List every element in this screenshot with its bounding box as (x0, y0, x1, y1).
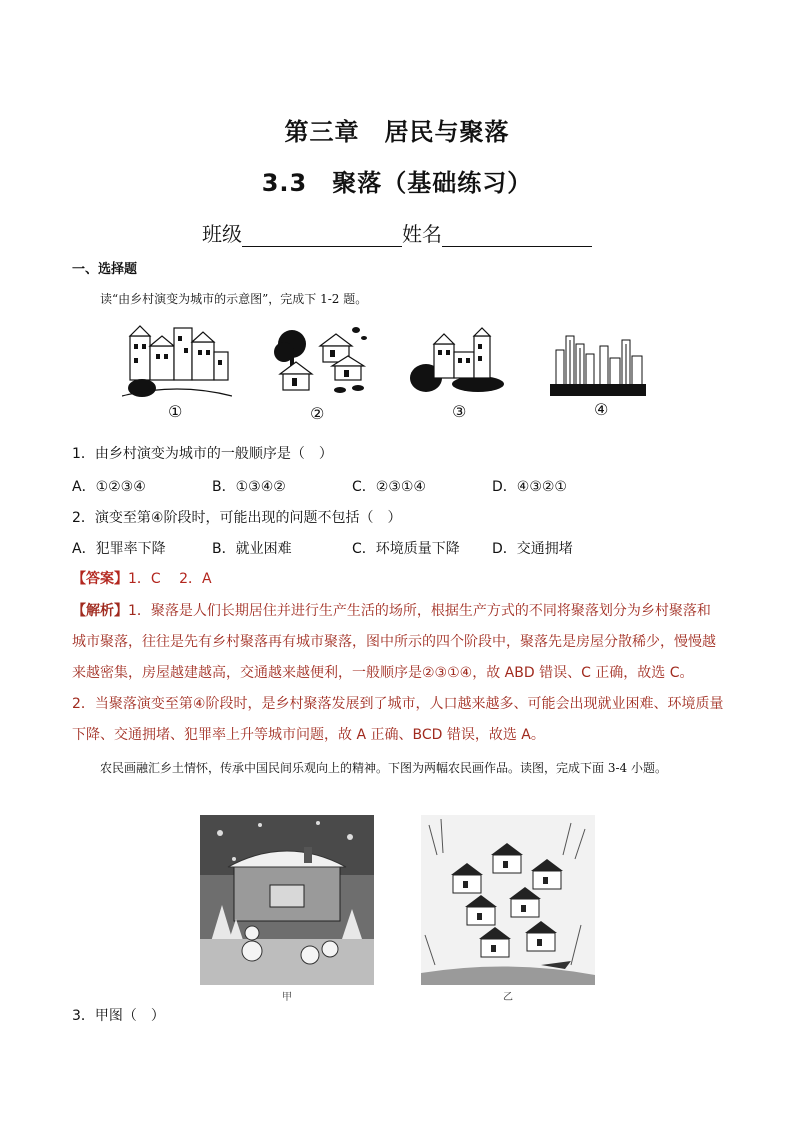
section-heading: 一、选择题 (72, 262, 138, 277)
stage-3-label: ③ (452, 402, 467, 421)
q1-option-c[interactable]: C．②③①④ (352, 479, 426, 495)
question-2-stem: 2．演变至第④阶段时，可能出现的问题不包括（ ） (72, 510, 402, 526)
analysis-2: 2．当聚落演变至第④阶段时，是乡村聚落发展到了城市，人口越来越多、可能会出现就业困难、环境质量下降、交通拥堵、犯罪率上升等城市问题，故 A 正确、BCD 错误，故选 A。 (72, 696, 724, 743)
stage-1-illustration (122, 318, 232, 400)
question-1-stem: 1．由乡村演变为城市的一般顺序是（ ） (72, 446, 333, 462)
stage-2-label: ② (310, 404, 325, 423)
question-intro: 读“由乡村演变为城市的示意图”，完成下 1-2 题。 (100, 292, 368, 306)
part2-intro: 农民画融汇乡土情怀，传承中国民间乐观向上的精神。下图为两幅农民画作品。读图，完成下面 3-4 小题。 (100, 761, 667, 775)
section-title: 3.3 聚落（基础练习） (261, 169, 533, 197)
stage-4-label: ④ (594, 400, 609, 419)
answer-text: 1．C 2．A (128, 571, 212, 587)
q2-option-b[interactable]: B．就业困难 (212, 541, 292, 557)
caption-a: 甲 (282, 992, 292, 1003)
class-name-line (0, 218, 794, 247)
stage-3-illustration (408, 326, 508, 400)
stage-4-illustration (550, 328, 646, 398)
answer-label: 【答案】 (72, 571, 128, 587)
q1-option-b[interactable]: B．①③④② (212, 479, 286, 495)
q1-option-a[interactable]: A．①②③④ (72, 479, 146, 495)
stage-2-illustration (270, 318, 380, 400)
analysis-label: 【解析】 (72, 603, 128, 619)
answer-line (72, 569, 212, 589)
village-to-city-figure (122, 318, 642, 430)
name-label: 姓名 (402, 222, 442, 246)
name-blank[interactable] (442, 224, 592, 247)
class-blank[interactable] (242, 224, 402, 247)
peasant-painting-b (421, 815, 595, 985)
analysis-1-text: 1．聚落是人们长期居住并进行生产生活的场所，根据生产方式的不同将聚落划分为乡村聚落和城市聚落，往往是先有乡村聚落再有城市聚落，图中所示的四个阶段中，聚落先是房屋分散稀少，慢慢越来越密集，房屋越建越高，交通越来越便利，一般顺序是②③①④，故 ABD 错误、C 正确，故选 C。 (72, 603, 716, 681)
q2-option-a[interactable]: A．犯罪率下降 (72, 541, 166, 557)
question-3-stem: 3．甲图（ ） (72, 1008, 165, 1024)
peasant-painting-a (200, 815, 374, 985)
q2-option-c[interactable]: C．环境质量下降 (352, 541, 460, 557)
q2-option-d[interactable]: D．交通拥堵 (492, 541, 573, 557)
analysis-1 (72, 596, 724, 689)
class-label: 班级 (202, 222, 242, 246)
chapter-title: 第三章 居民与聚落 (284, 118, 510, 146)
stage-1-label: ① (168, 402, 183, 421)
caption-b: 乙 (503, 992, 513, 1003)
q1-option-d[interactable]: D．④③②① (492, 479, 567, 495)
